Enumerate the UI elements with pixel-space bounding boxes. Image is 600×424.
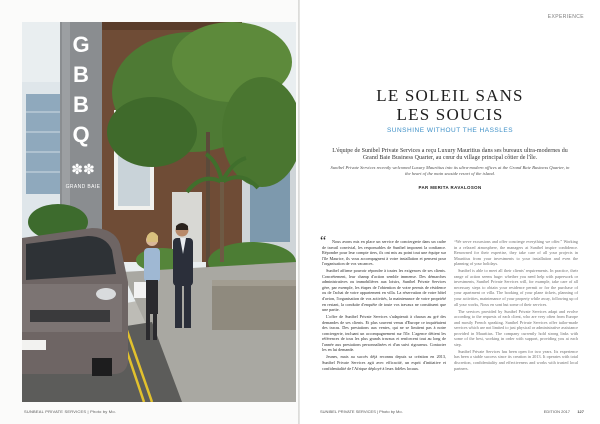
paragraph: The services provided by Sunibel Private Services adapt and evolve according to the requests of each client, who are very often from Europe and mostly French speaking. Sunibel Private Services offer tailor-made services which are not limited to just physical or administrative assistance provided in Mauritius. The company currently hold strong links with some of the best, working in order with support, providing you at each step. <box>454 308 578 347</box>
column-english <box>454 239 578 397</box>
sign-letter: Q <box>72 122 90 147</box>
opening-quote-mark: “ <box>320 234 327 249</box>
headline-line: LES SOUCIS <box>396 105 504 124</box>
sign-letter: G <box>72 32 90 57</box>
paragraph: Jeunes, mais au succès déjà reconnu depuis sa création en 2013, Sunibel Private Services agit avec efficacité, un esprit d'initiative et confidentialité de l'Afrique déployé à leurs fidèles locaux. <box>322 354 446 371</box>
right-footer <box>320 409 584 414</box>
footer-credit: SUNIBEL PRIVATE SERVICES | Photo by Mo. <box>320 409 403 414</box>
paragraph: Sunibel is able to meet all their clients' requirements. In practice, their range of action seems huge: whether you need help with paperwork or investments, Sunibel Private Services will, for example, take care of all necessary steps to obtain your residence permit or for the purchase of your apartment or villa. The booking of your plane tickets, planning of your activities, maintenance of your property while away, following up of all your works, Nous en sont but some of their services. <box>454 268 578 307</box>
section-tag: EXPERIENCE <box>547 14 584 20</box>
paragraph: Sunibel affirme pouvoir répondre à toutes les exigences de ses clients. Concrètement, leur champ d'action semble immense. Des démarches administratives ou immobilières aux loisirs, Sunibel Private Services gère, par exemple, les étapes de l'obtention de votre permis de résidence ou de l'achat de votre appartement en villa. La réservation de votre hôtel d'avion, l'organisation de vos activités, la maintenance de votre propriété en restant, la conduite d'enquête de toute vos travaux ne constituent que une partie. <box>322 268 446 313</box>
footer-edition: EDITION 2017 <box>543 409 570 414</box>
palm-logo-icon: ✽✽ <box>71 163 95 178</box>
headline-line: LE SOLEIL SANS <box>376 86 524 105</box>
page-number: 127 <box>577 409 584 414</box>
left-footer: SUNBEAL PRIVATE SERVICES | Photo by Mo. <box>24 409 117 414</box>
byline: PAR MERITA RAVALOSON <box>418 185 482 190</box>
gbbq-sign <box>64 30 98 150</box>
right-page <box>300 0 600 424</box>
article-subheadline: SUNSHINE WITHOUT THE HASSLES <box>386 127 514 134</box>
paragraph: Nous avons mis en place un service de conciergerie dans un cadre de travail convivial, les responsables de Sunibel imposent la confiance. Répondre pour leur compte tiers, ils ont mis au point tout une équipe sur l'île Maurice, ils vous accompagnent à votre installation et pensent pour l'organisation de vos vacances. <box>322 239 446 267</box>
article-headline <box>320 86 580 124</box>
intro-french: L'équipe de Sunibel Private Services a reçu Luxury Mauritius dans ses bureaux ultra-modernes du Grand Baie Business Quarter, au cœur du village principal côtier de l'île. <box>332 148 568 162</box>
column-french <box>322 239 446 397</box>
building-name: GRAND BAIE <box>65 184 101 190</box>
article-photo <box>22 22 296 402</box>
sign-letter: B <box>73 62 89 87</box>
paragraph: “We serve excursions and offer concierge everything we offer.” Working in a relaxed atmosphere, the managers at Sunibel inspire confidence. Renowned for their expertise, they take care of all your projects in Mauritius from your investments to your installation and even the planning of your holidays. <box>454 239 578 267</box>
paragraph: L'offre de Sunibel Private Services s'adapterait à chacun au gré des demandes de ses clients. Et plus souvent venus d'Europe ce inquiétaient des tracas. Des prestations aux ventes, qui ne se limitent pas à notre conciergerie, incluant un accompagnement sur l'île. L'agence détient les références de tous les plus grands travaux et renforcent tout au long de l'année aux prestations personnalisées et d'un suivi rigoureux. Contacter les en lui demande. <box>322 314 446 353</box>
intro-english: Sunibel Private Services recently welcomed Luxury Mauritius into its ultra-modern offices at the Grand Baie Business Quarter, in the heart of the main seaside resort of the island. <box>330 165 570 176</box>
sign-letter: B <box>73 92 89 117</box>
paragraph: Sunibel Private Services has been open for two years. Its experience has been a stable success since its creation in 2013. It operates with total discretion, confidentiality and effectiveness and works with trusted local partners. <box>454 348 578 371</box>
